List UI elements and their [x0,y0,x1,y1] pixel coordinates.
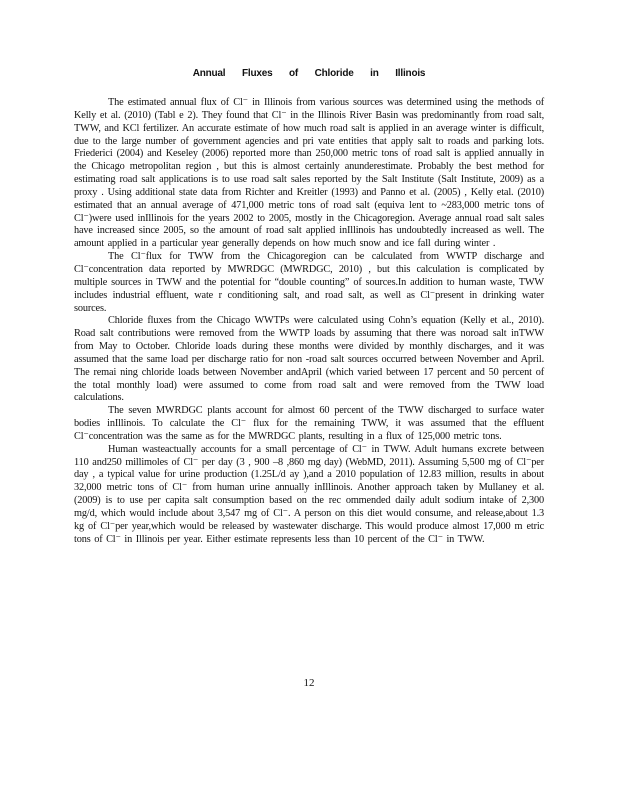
paragraph-road-salt: The estimated annual flux of Cl⁻ in Illinois from various sources was determined using the methods of Kelly et al. (2010) (Tabl e 2). They found that Cl⁻ in the Illinois River Basin was predominantly from road salt, TWW, and KCl fertilizer. An accurate estimate of how much road salt is applied in an average winter is difficult, due to the large number of government agencies and pri vate entities that apply salt to roads and parking lots. Friederici (2004) and Keseley (2006) reported more than 250,000 metric tons of road salt is applied annually in the Chicago metropolitan region , but this is almost certainly anunderestimate. Probably the best method for estimating road salt applications is to use road salt sales reported by the Salt Institute (Salt Institute, 2009) as a proxy . Using additional state data from Richter and Kreitler (1993) and Panno et al. (2005) , Kelly etal. (2010) estimated that an annual average of 471,000 metric tons of road salt (equiva lent to ~283,000 metric tons of Cl⁻)were used inIllinois for the years 2002 to 2005, mostly in the Chicagoregion. Average annual road salt sales have increased since 2005, so the amount of road salt applied inIllinois has undoubtedly increased as well. The amount applied in a particular year generally depends on how much snow and ice fall during winter . [74,97,544,250]
paragraph-wwtp-fluxes: Chloride fluxes from the Chicago WWTPs were calculated using Cohn’s equation (Kelly et al., 2010). Road salt contributions were removed from the WWTP loads by assuming that there was noroad salt inTWW from May to October. Chloride loads during these months were divided by monthly discharges, and it was assumed that the same load per discharge ratio for non -road salt sources occurred between November and April. The remai ning chloride loads between November andApril (which varied between 17 percent and 50 percent of the total monthly load) were assumed to come from road salt and were removed from the TWW load calculations. [74,315,544,404]
paragraph-tww-flux: The Cl⁻flux for TWW from the Chicagoregion can be calculated from WWTP discharge and Cl⁻concentration data reported by MWRDGC (MWRDGC, 2010) , but this calculation is complicated by multiple sources in TWW and the potential for “double counting” of sources.In addition to human waste, TWW includes industrial effluent, wate r conditioning salt, and road salt, as well as Cl⁻present in drinking water sources. [74,251,544,314]
paragraph-human-waste: Human wasteactually accounts for a small percentage of Cl⁻ in TWW. Adult humans excrete between 110 and250 millimoles of Cl⁻ per day (3 , 900 –8 ,860 mg day) (WebMD, 2011). Assuming 5,500 mg of Cl⁻per day , a typical value for urine production (1.25L/d ay ),and a 2010 population of 12.83 million, results in about 32,000 metric tons of Cl⁻ from human urine annually inIllinois. Another approach taken by Mullaney et al. (2009) is to use per capita salt consumption based on the rec ommended daily adult sodium intake of 2,300 mg/d, which would include about 3,547 mg of Cl⁻. A person on this diet would consume, and release,about 1.3 kg of Cl⁻per year,which would be released by wastewater discharge. This would produce almost 17,000 m etric tons of Cl⁻ in Illinois per year. Either estimate represents less than 10 percent of the Cl⁻ in TWW. [74,443,544,545]
body-text [74,97,544,547]
section-title: Annual Fluxes of Chloride in Illinois [192,68,426,79]
paragraph-mwrdgc-plants: The seven MWRDGC plants account for almost 60 percent of the TWW discharged to surface water bodies inIllinois. To calculate the Cl⁻ flux for the remaining TWW, it was assumed that the effluent Cl⁻concentration was the same as for the MWRDGC plants, resulting in a flux of 125,000 metric tons. [74,405,544,442]
page-number: 12 [303,677,315,689]
